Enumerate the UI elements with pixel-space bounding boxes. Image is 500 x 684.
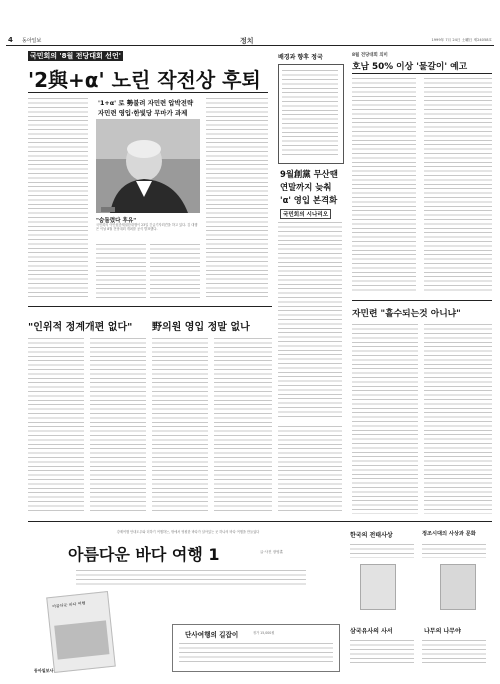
mid-col2 [90, 336, 146, 514]
center-headline-1: 9월創黨 무산땐 [280, 169, 338, 179]
page-number: 4 [8, 36, 13, 44]
main-photo [96, 119, 200, 213]
center-text-lower [278, 424, 342, 514]
ad-box-price: 정가 15,000원 [253, 631, 275, 635]
ad-book-image [54, 620, 109, 659]
mid-headline-1: "인위적 정계개편 없다" [28, 322, 133, 333]
ad-left-tagline: 강제여행 안내도우와 더하기 여행하는, 밖에서 영원한 바다가 살아있는 곳 하나의 바다 여행을 만들었다 [116, 530, 260, 534]
photo-caption-title: "숨돌렸다 후유" [96, 218, 137, 224]
center-tag: 국민회의 시나리오 [280, 209, 331, 219]
center-banner: 배경과 향후 정국 [278, 54, 323, 61]
right-top-headline: 호남 50% 이상 '물갈이' 예고 [352, 62, 468, 72]
ad-right-title-2: 정조시대의 사상과 문화 [422, 531, 476, 537]
right-mid-col2 [424, 322, 492, 514]
ad-left-box [172, 624, 340, 672]
ad-right-title-3: 삼국유사의 사서 [350, 628, 393, 635]
right-top-col1 [352, 76, 416, 294]
right-mid-col1 [352, 322, 418, 514]
right-top-rule [352, 73, 492, 74]
ad-left-publisher: 동아일보사 [34, 668, 54, 673]
ad-box-lines [179, 641, 333, 665]
ad-right-title-1: 한국의 전태사상 [350, 532, 393, 539]
ad-divider [28, 521, 492, 522]
right-top-kicker: 8월 전당대회 의미 [352, 53, 388, 58]
main-kicker: 국민회의 '8월 전당대회 선언' [30, 52, 121, 60]
ad-left [28, 524, 342, 676]
center-headline-2: 연말까지 늦춰 [280, 182, 332, 192]
mid-col4 [214, 336, 272, 514]
ad-right-text-4 [422, 638, 486, 664]
ad-right-text-1 [350, 542, 414, 558]
date-line: 1999年 7月 24日 土曜日 제24058호 [431, 38, 492, 42]
ad-right-book-1 [360, 564, 396, 610]
center-text [278, 220, 342, 420]
mid-col1 [28, 336, 84, 514]
main-headline: '2與+α' 노린 작전상 후퇴 [28, 68, 261, 92]
center-box-text [282, 68, 338, 158]
right-mid-rule [352, 300, 492, 301]
ad-right-text-2 [422, 542, 486, 558]
center-headline-3: 'α' 영입 본격화 [280, 195, 338, 205]
main-sub2: 자민련 영입·한빛당 무마가 과제 [98, 109, 188, 117]
mid-top-rule [28, 306, 272, 307]
masthead-rule [6, 45, 494, 46]
section-name: 정치 [240, 37, 254, 45]
main-col1-text [28, 96, 88, 300]
right-mid-headline: 자민련 "흘수되는것 아니냐" [352, 309, 461, 319]
right-top-col2 [424, 76, 492, 294]
ad-right-text-3 [350, 638, 414, 664]
main-headline-rule [28, 92, 268, 93]
main-sub1: '1+α' 로 勢불려 자민련 압박전략 [98, 99, 194, 107]
main-col2b-text [150, 242, 200, 300]
mid-col3 [152, 336, 208, 514]
ad-left-author: 글·사진 장영훈 [260, 550, 284, 554]
ad-book-spine-text: 아름다운 바다 여행 [51, 600, 86, 609]
mid-headline-2: 野의원 영입 정말 없나 [152, 322, 250, 333]
photo-caption-body: 국민회의 이만섭총재권한대행이 23일 긴급기자회견을 하고 있다. 김 대행은 이날 8월 전당대회 개최를 공식 발표했다. [96, 223, 198, 232]
ad-left-body [76, 568, 306, 588]
ad-box-title: 단사여행의 길잡이 [185, 631, 239, 639]
ad-book-cover [46, 591, 116, 673]
main-col3-text [206, 96, 268, 300]
paper-name: 동아일보 [22, 38, 42, 44]
ad-right-title-4: 나무의 나무야 [424, 628, 461, 635]
ad-right [346, 524, 492, 676]
main-col2-text [96, 242, 146, 300]
ad-right-book-2 [440, 564, 476, 610]
ad-left-title: 아름다운 바다 여행 1 [68, 545, 220, 564]
